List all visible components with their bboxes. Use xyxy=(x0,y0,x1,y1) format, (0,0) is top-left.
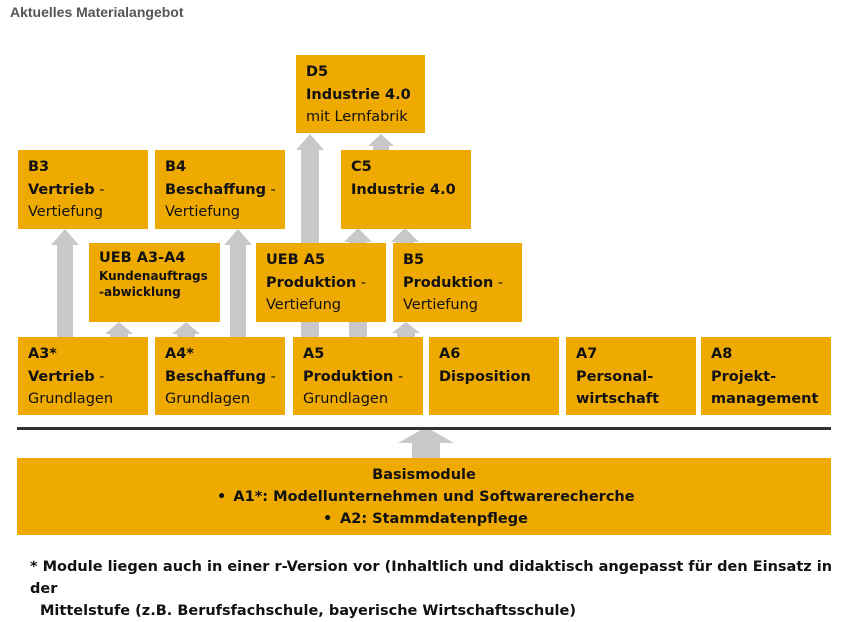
module-a7-code: A7 xyxy=(576,346,598,362)
module-a8-line1: Projekt- xyxy=(711,368,777,385)
module-a6-name: Disposition xyxy=(439,368,531,385)
module-b4-sub: Vertiefung xyxy=(165,204,240,220)
module-d5-code: D5 xyxy=(306,64,329,80)
module-b3 xyxy=(18,150,148,229)
module-a7-line1: Personal- xyxy=(576,368,654,385)
module-b5-code: B5 xyxy=(403,252,425,268)
module-a3-code: A3* xyxy=(28,346,57,362)
module-b4-name: Beschaffung xyxy=(165,181,266,198)
module-a5-code: A5 xyxy=(303,346,325,362)
module-a8-line2: management xyxy=(711,391,819,407)
arrow-a3-to-b3 xyxy=(51,229,79,338)
module-a3 xyxy=(18,337,148,415)
module-a7-line2: wirtschaft xyxy=(576,391,660,407)
module-b4-code: B4 xyxy=(165,159,187,175)
module-ueba5-code: UEB A5 xyxy=(266,252,326,268)
module-b5-dash: - xyxy=(493,274,504,291)
footnote-line-2: Mittelstufe (z.B. Berufsfachschule, bayerische Wirtschaftsschule) xyxy=(40,603,576,619)
arrow-a5-to-d5 xyxy=(296,134,324,250)
module-b3-dash: - xyxy=(94,181,105,198)
module-a8-code: A8 xyxy=(711,346,733,362)
module-a5-dash: - xyxy=(393,368,404,385)
module-b4-dash: - xyxy=(266,181,276,198)
module-ueb34-code: UEB A3-A4 xyxy=(99,250,186,266)
module-a5-sub: Grundlagen xyxy=(303,391,389,407)
module-b3-code: B3 xyxy=(28,159,50,175)
module-c5-code: C5 xyxy=(351,159,372,175)
arrow-a3-to-ueb34 xyxy=(105,322,133,338)
module-a3-name: Vertrieb xyxy=(28,368,95,385)
module-a6 xyxy=(429,337,559,415)
module-b5 xyxy=(393,243,522,322)
module-c5 xyxy=(341,150,471,229)
module-c5-name: Industrie 4.0 xyxy=(351,181,456,198)
module-a5-name: Produktion xyxy=(303,368,394,385)
basis-item-a2: A2: Stammdatenpflege xyxy=(340,511,528,527)
module-b3-name: Vertrieb xyxy=(28,181,95,198)
module-a4-dash: - xyxy=(266,368,276,385)
basis-bullet-1: • xyxy=(217,489,227,505)
arrow-a5-to-b5 xyxy=(392,322,420,338)
module-b4 xyxy=(155,150,285,229)
module-a5 xyxy=(293,337,423,415)
module-a4-name: Beschaffung xyxy=(165,368,266,385)
module-a3-dash: - xyxy=(94,368,105,385)
module-a7 xyxy=(566,337,696,415)
module-ueba5-sub: Vertiefung xyxy=(266,297,341,313)
module-ueba5-name: Produktion xyxy=(266,274,357,291)
arrow-a5-to-ueba5-lower xyxy=(349,320,367,338)
basis-heading: Basismodule xyxy=(372,467,476,483)
arrow-a4-to-b4 xyxy=(224,229,252,338)
module-a4-code: A4* xyxy=(165,346,194,362)
module-b3-sub: Vertiefung xyxy=(28,204,103,220)
arrow-c5-to-d5 xyxy=(368,134,394,150)
basis-bullet-2: • xyxy=(323,511,333,527)
separator-line xyxy=(17,427,831,430)
module-b5-sub: Vertiefung xyxy=(403,297,478,313)
module-ueb-a3-a4 xyxy=(89,243,220,322)
module-ueb34-line2: -abwicklung xyxy=(99,285,181,299)
module-a4-sub: Grundlagen xyxy=(165,391,251,407)
basismodule-box xyxy=(17,458,831,535)
module-d5 xyxy=(296,55,425,133)
module-d5-name: Industrie 4.0 xyxy=(306,86,411,103)
page-title: Aktuelles Materialangebot xyxy=(10,4,184,20)
arrow-basis-up xyxy=(398,427,454,458)
module-a6-code: A6 xyxy=(439,346,461,362)
module-a3-sub: Grundlagen xyxy=(28,391,114,407)
footnote xyxy=(30,556,840,622)
module-b5-name: Produktion xyxy=(403,274,494,291)
module-d5-sub: mit Lernfabrik xyxy=(306,109,408,125)
module-ueb34-line1: Kundenauftrags xyxy=(99,269,208,283)
module-a4 xyxy=(155,337,285,415)
arrow-a4-to-ueb34 xyxy=(172,322,200,338)
module-ueb-a5 xyxy=(256,243,386,322)
module-ueba5-dash: - xyxy=(356,274,367,291)
footnote-line-1: * Module liegen auch in einer r-Version vor (Inhaltlich und didaktisch angepasst für den Einsatz in der xyxy=(30,559,833,597)
module-a8 xyxy=(701,337,831,415)
basis-item-a1: A1*: Modellunternehmen und Softwarerecherche xyxy=(233,489,635,505)
